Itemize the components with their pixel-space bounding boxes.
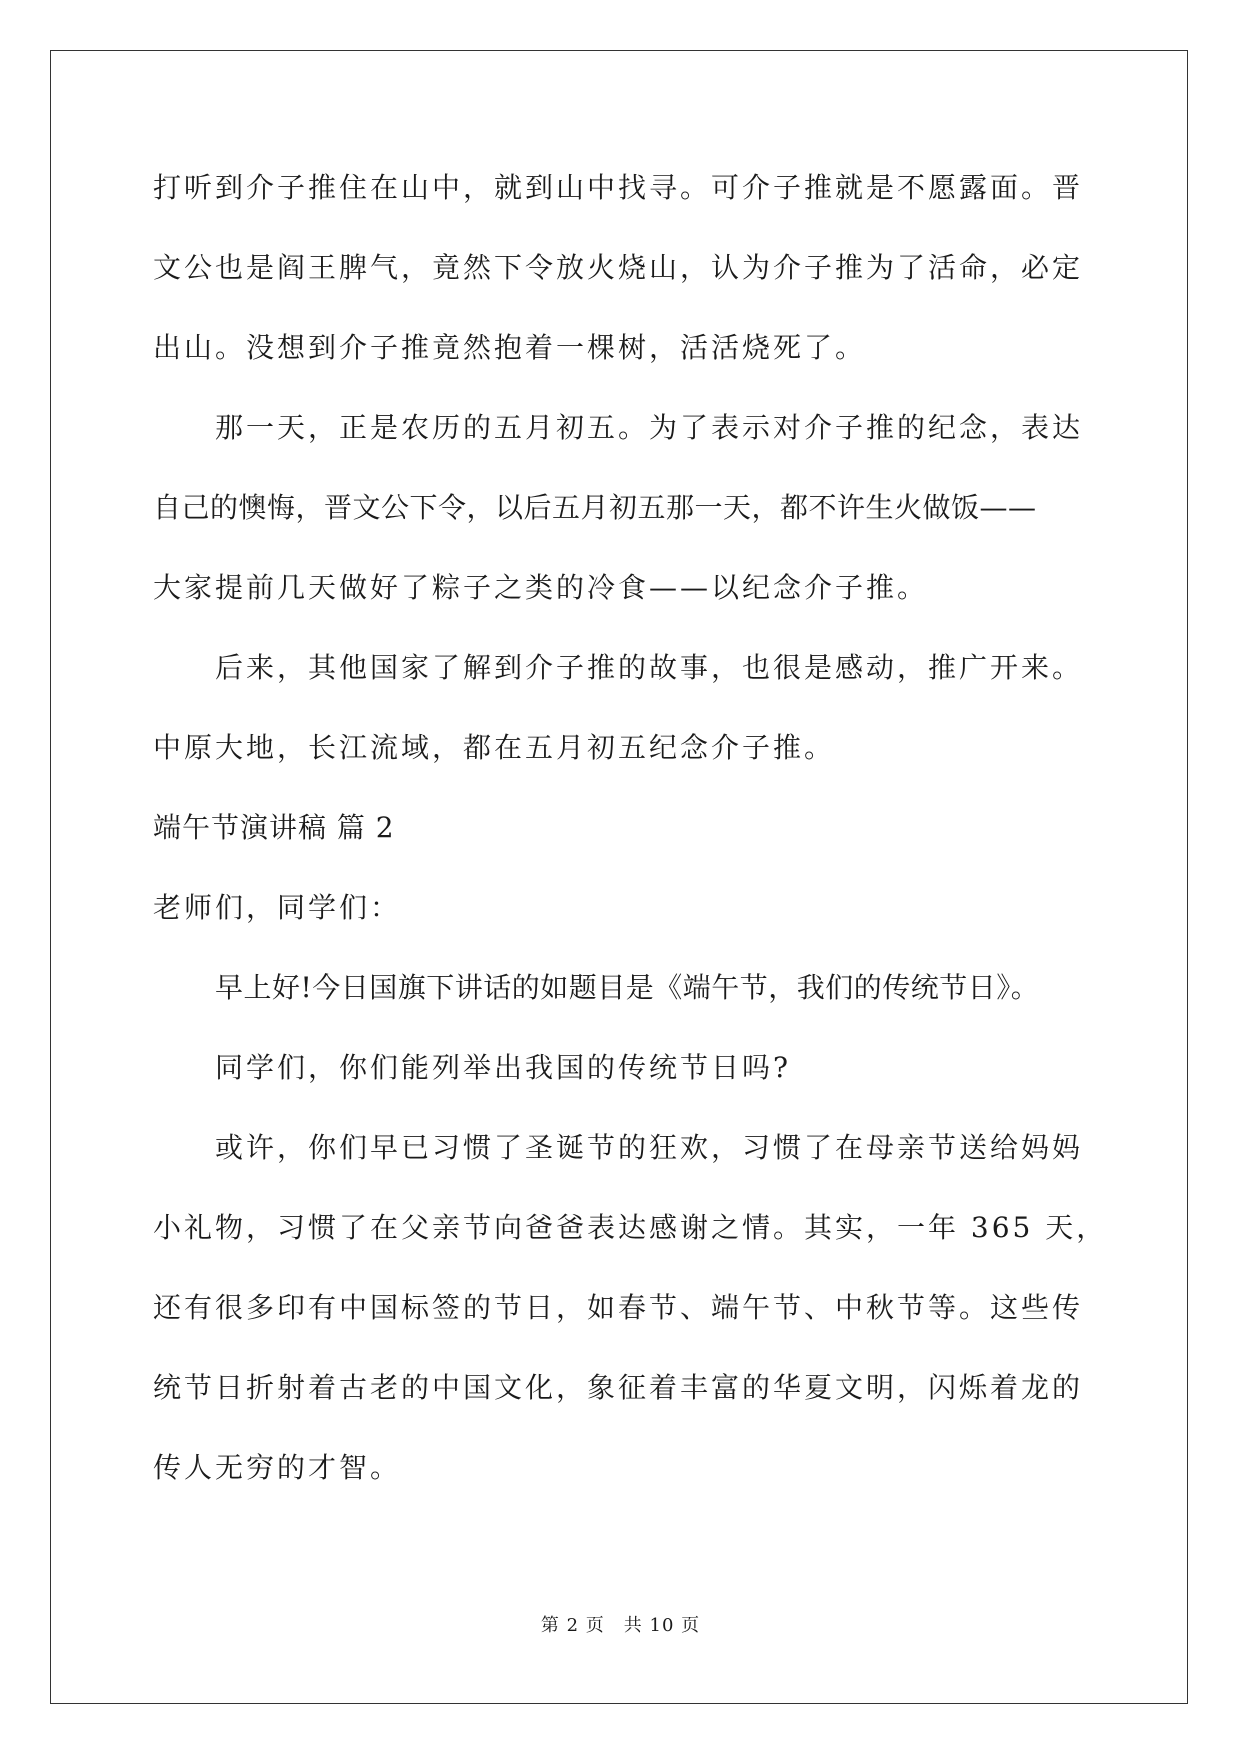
text-line: 早上好!今日国旗下讲话的如题目是《端午节，我们的传统节日》。 [215,971,1040,1004]
text-line: 中原大地，长江流域，都在五月初五纪念介子推。 [153,731,836,764]
text-line: 同学们，你们能列举出我国的传统节日吗? [215,1051,792,1084]
text-line: 小礼物，习惯了在父亲节向爸爸表达感谢之情。其实，一年 365 天， [153,1211,1108,1244]
text-line: 统节日折射着古老的中国文化，象征着丰富的华夏文明，闪烁着龙的 [153,1371,1084,1404]
text-line: 自己的懊悔，晋文公下令，以后五月初五那一天，都不许生火做饭—— [153,491,1037,524]
text-line: 传人无穷的才智。 [153,1451,402,1484]
text-line: 那一天，正是农历的五月初五。为了表示对介子推的纪念，表达 [215,411,1084,444]
text-line: 打听到介子推住在山中，就到山中找寻。可介子推就是不愿露面。晋 [153,171,1084,204]
text-line: 后来，其他国家了解到介子推的故事，也很是感动，推广开来。 [215,651,1084,684]
text-line: 还有很多印有中国标签的节日，如春节、端午节、中秋节等。这些传 [153,1291,1084,1324]
text-line: 大家提前几天做好了粽子之类的冷食——以纪念介子推。 [153,571,929,604]
section-heading: 端午节演讲稿 篇 2 [153,811,395,844]
text-line: 或许，你们早已习惯了圣诞节的狂欢，习惯了在母亲节送给妈妈 [215,1131,1084,1164]
page-number-footer: 第 2 页 共 10 页 [540,1615,701,1636]
text-line: 文公也是阎王脾气，竟然下令放火烧山，认为介子推为了活命，必定 [153,251,1084,284]
salutation: 老师们，同学们： [153,891,402,924]
text-line: 出山。没想到介子推竟然抱着一棵树，活活烧死了。 [153,331,867,364]
